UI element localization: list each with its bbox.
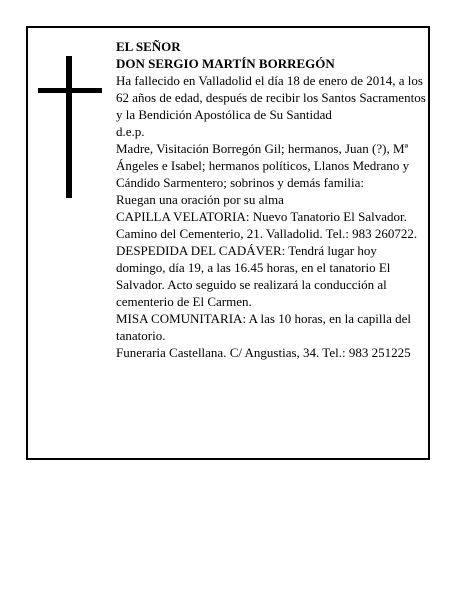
funeral-home-info: Funeraria Castellana. C/ Angustias, 34. Tel.: 983 251225 (116, 345, 411, 360)
prayer-request: Ruegan una oración por su alma (116, 192, 284, 207)
mass-info: MISA COMUNITARIA: A las 10 horas, en la capilla del tanatorio. (116, 311, 412, 343)
farewell-info: DESPEDIDA DEL CADÁVER: Tendrá lugar hoy domingo, día 19, a las 16.45 horas, en el tanatorio El Salvador. Acto seguido se realizará la conducción al cementerio de El Carmen. (116, 243, 391, 309)
title-line-1: EL SEÑOR (116, 39, 181, 54)
obituary-notice (26, 26, 430, 460)
cross-icon (38, 56, 102, 198)
deceased-name: DON SERGIO MARTÍN BORREGÓN (116, 56, 335, 71)
family-list: Madre, Visitación Borregón Gil; hermanos, Juan (?), Mª Ángeles e Isabel; hermanos políticos, Llanos Medrano y Cándido Sarmentero; sobrinos y demás familia: (116, 141, 410, 190)
wake-info: CAPILLA VELATORIA: Nuevo Tanatorio El Salvador. Camino del Cementerio, 21. Valladolid. Tel.: 983 260722. (116, 209, 418, 241)
rip-text: d.e.p. (116, 124, 145, 139)
death-info: Ha fallecido en Valladolid el día 18 de enero de 2014, a los 62 años de edad, después de recibir los Santos Sacramentos y la Bendición Apostólica de Su Santidad (116, 73, 426, 122)
notice-body (116, 38, 426, 361)
